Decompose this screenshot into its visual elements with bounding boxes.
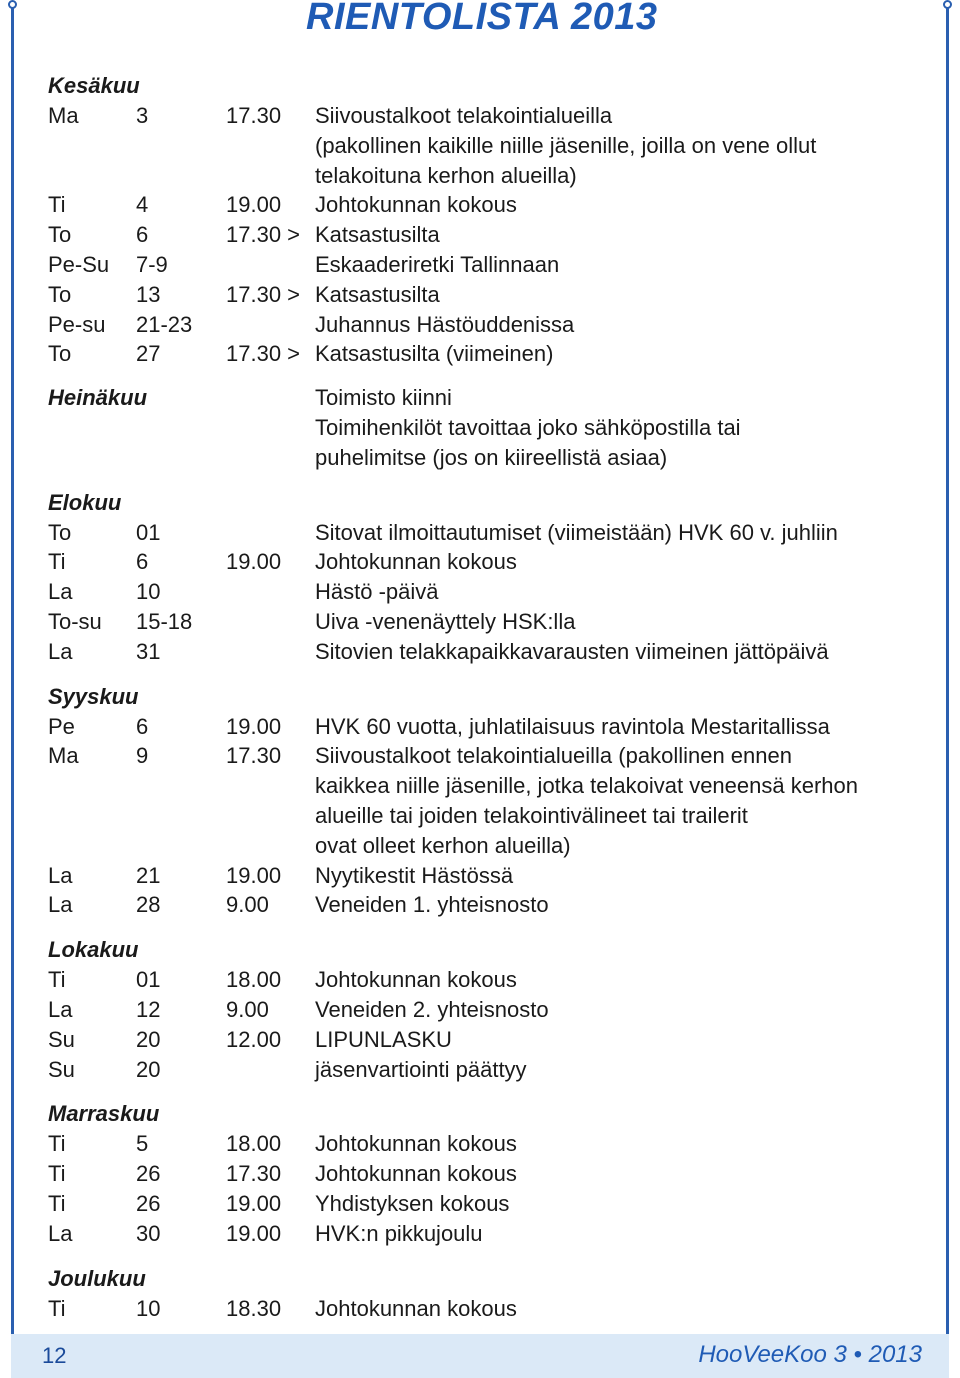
event-date: 21 [136, 862, 161, 888]
description-line: Toimihenkilöt tavoittaa joko sähköpostilla tai [315, 414, 741, 440]
description-line: Yhdistyksen kokous [315, 1190, 510, 1216]
event-description [315, 712, 928, 742]
event-time: 19.00 [226, 1190, 282, 1216]
event-day: Ti [48, 192, 66, 218]
event-time: 17.30 [226, 103, 282, 128]
description-line: Katsastusilta [315, 281, 440, 307]
description-line: Johtokunnan kokous [315, 192, 517, 218]
description-line: (pakollinen kaikille niille jäsenille, joilla on vene ollut [315, 132, 817, 158]
event-date: 26 [136, 1190, 161, 1216]
description-line: Juhannus Hästöuddenissa [315, 311, 575, 337]
event-day: To [48, 341, 72, 367]
event-rows [48, 101, 928, 369]
event-day: La [48, 892, 73, 918]
event-day: Ti [48, 1161, 66, 1187]
event-row [48, 101, 928, 190]
event-day: Pe-su [48, 311, 106, 337]
event-rows [48, 1294, 928, 1324]
section-lokakuu [48, 934, 928, 1084]
event-time: 18.30 [226, 1295, 282, 1321]
event-row [48, 1129, 928, 1159]
event-time: 17.30 > [226, 341, 301, 367]
event-day: To [48, 519, 72, 545]
event-date: 20 [136, 1056, 161, 1082]
page-title: RIENTOLISTA 2013 [306, 0, 658, 38]
event-time: 17.30 > [226, 281, 301, 307]
event-day: Su [48, 1026, 75, 1052]
description-line: Johtokunnan kokous [315, 1295, 517, 1321]
event-row [48, 1294, 928, 1324]
event-time: 12.00 [226, 1026, 282, 1052]
event-date: 20 [136, 1026, 161, 1052]
section-elokuu [48, 487, 928, 667]
event-row [48, 339, 928, 369]
event-row [48, 577, 928, 607]
frame-left-dot [8, 0, 17, 9]
event-rows [48, 965, 928, 1084]
frame-left-rule [11, 8, 14, 1377]
event-date: 27 [136, 341, 161, 367]
event-row [48, 310, 928, 340]
event-rows [48, 518, 928, 667]
event-date: 4 [136, 192, 149, 218]
description-line: alueille tai joiden telakointivälineet tai trailerit [315, 802, 748, 828]
event-day: La [48, 862, 73, 888]
event-row [48, 1219, 928, 1249]
event-row [48, 1055, 928, 1085]
event-row [48, 190, 928, 220]
description-line: Katsastusilta [315, 222, 440, 248]
event-rows [48, 1129, 928, 1248]
event-date: 01 [136, 967, 161, 993]
month-heading: Lokakuu [48, 937, 139, 963]
event-time: 19.00 [226, 549, 282, 575]
event-day: La [48, 996, 73, 1022]
event-row [48, 965, 928, 995]
event-row [48, 383, 928, 472]
event-date: 10 [136, 579, 161, 605]
description-line: Uiva -venenäyttely HSK:lla [315, 608, 576, 634]
event-row [48, 1189, 928, 1219]
event-day: Pe-Su [48, 251, 110, 277]
event-description [315, 250, 928, 280]
section-joulukuu [48, 1263, 928, 1324]
month-heading: Kesäkuu [48, 73, 140, 98]
event-date: 6 [136, 222, 149, 248]
event-description [315, 220, 928, 250]
event-day: Ma [48, 743, 79, 769]
event-description [315, 1219, 928, 1249]
event-time: 17.30 [226, 1161, 282, 1187]
event-description [315, 1129, 928, 1159]
month-heading: Syyskuu [48, 683, 139, 709]
event-date: 12 [136, 996, 161, 1022]
event-description [315, 310, 928, 340]
description-line: Veneiden 2. yhteisnosto [315, 996, 549, 1022]
event-description [315, 890, 928, 920]
event-row [48, 637, 928, 667]
event-day: To [48, 222, 72, 248]
event-row [48, 995, 928, 1025]
section-heinakuu [48, 383, 928, 472]
event-time: 17.30 [226, 743, 282, 769]
description-line: jäsenvartiointi päättyy [315, 1056, 527, 1082]
event-description [315, 637, 928, 667]
event-date: 10 [136, 1295, 161, 1321]
description-line: Johtokunnan kokous [315, 549, 517, 575]
frame-right-dot [943, 0, 952, 9]
event-row [48, 890, 928, 920]
event-day: La [48, 1220, 73, 1246]
event-row [48, 712, 928, 742]
event-list [48, 70, 928, 1323]
event-time [226, 577, 315, 607]
description-line: Katsastusilta (viimeinen) [315, 341, 554, 367]
event-row [48, 1025, 928, 1055]
event-time [226, 310, 315, 340]
section-marraskuu [48, 1098, 928, 1248]
description-line: Johtokunnan kokous [315, 1161, 517, 1187]
event-date: 6 [136, 549, 149, 575]
event-row [48, 1159, 928, 1189]
event-day: Ti [48, 1190, 66, 1216]
event-day: La [48, 638, 73, 664]
event-description [315, 995, 928, 1025]
month-heading: Elokuu [48, 489, 122, 515]
month-heading: Marraskuu [48, 1101, 160, 1127]
magazine-issue: HooVeeKoo 3 • 2013 [698, 1341, 922, 1368]
description-line: Sitovien telakkapaikkavarausten viimeinen jättöpäivä [315, 638, 829, 664]
event-row [48, 518, 928, 548]
event-description [315, 1159, 928, 1189]
description-line: Johtokunnan kokous [315, 967, 517, 993]
event-day: Su [48, 1056, 75, 1082]
event-row [48, 861, 928, 891]
frame-right-rule [946, 8, 949, 1377]
event-description [315, 383, 928, 472]
event-description [315, 280, 928, 310]
event-day: Ti [48, 549, 66, 575]
event-time: 19.00 [226, 862, 282, 888]
description-line: HVK 60 vuotta, juhlatilaisuus ravintola Mestaritallissa [315, 713, 830, 739]
section-syyskuu [48, 681, 928, 921]
event-time [226, 637, 315, 667]
event-description [315, 607, 928, 637]
description-line: ovat olleet kerhon alueilla) [315, 832, 571, 858]
event-time [226, 1055, 315, 1085]
event-date: 28 [136, 892, 161, 918]
event-day: Ti [48, 1295, 66, 1321]
event-row [48, 607, 928, 637]
event-day: Ti [48, 1131, 66, 1157]
event-date: 13 [136, 281, 161, 307]
event-date: 3 [136, 103, 149, 128]
event-time [226, 607, 315, 637]
event-description [315, 577, 928, 607]
description-line: Siivoustalkoot telakointialueilla [315, 103, 613, 128]
event-row [48, 547, 928, 577]
event-description [315, 1189, 928, 1219]
event-row [48, 220, 928, 250]
event-description [315, 101, 928, 190]
event-description [315, 1294, 928, 1324]
description-line: Hästö -päivä [315, 579, 439, 605]
event-description [315, 861, 928, 891]
event-rows [48, 712, 928, 921]
description-line: Nyytikestit Hästössä [315, 862, 514, 888]
event-date: 9 [136, 743, 149, 769]
event-date: 21-23 [136, 311, 193, 337]
event-description [315, 190, 928, 220]
description-line: telakoituna kerhon alueilla) [315, 162, 577, 188]
event-date: 5 [136, 1131, 149, 1157]
event-time: 19.00 [226, 1220, 282, 1246]
event-date: 7-9 [136, 251, 168, 277]
event-date: 15-18 [136, 608, 193, 634]
month-heading: Heinäkuu [48, 385, 148, 411]
event-time: 17.30 > [226, 222, 301, 248]
page-number: 12 [42, 1343, 67, 1368]
description-line: LIPUNLASKU [315, 1026, 452, 1052]
event-description [315, 741, 928, 860]
event-time: 18.00 [226, 1131, 282, 1157]
event-day: Ti [48, 967, 66, 993]
event-date: 26 [136, 1161, 161, 1187]
event-description [315, 518, 928, 548]
event-time [226, 250, 315, 280]
event-time [226, 518, 315, 548]
event-description [315, 1055, 928, 1085]
description-line: kaikkea niille jäsenille, jotka telakoivat veneensä kerhon [315, 773, 858, 799]
event-row [48, 741, 928, 860]
event-date: 6 [136, 713, 149, 739]
event-day: To [48, 281, 72, 307]
month-heading: Joulukuu [48, 1265, 146, 1291]
description-line: Johtokunnan kokous [315, 1131, 517, 1157]
event-time: 19.00 [226, 192, 282, 218]
section-kesakuu [48, 70, 928, 369]
event-day: La [48, 579, 73, 605]
event-description [315, 965, 928, 995]
event-date: 30 [136, 1220, 161, 1246]
event-description [315, 547, 928, 577]
event-day: To-su [48, 608, 102, 634]
event-date: 31 [136, 638, 161, 664]
event-date: 01 [136, 519, 161, 545]
description-line: Sitovat ilmoittautumiset (viimeistään) HVK 60 v. juhliin [315, 519, 838, 545]
description-line: Eskaaderiretki Tallinnaan [315, 251, 560, 277]
description-line: Veneiden 1. yhteisnosto [315, 892, 549, 918]
event-day: Ma [48, 103, 79, 128]
description-line: HVK:n pikkujoulu [315, 1220, 483, 1246]
event-time: 9.00 [226, 892, 269, 918]
description-line: Toimisto kiinni [315, 385, 452, 411]
event-time: 9.00 [226, 996, 269, 1022]
event-row [48, 280, 928, 310]
description-line: puhelimitse (jos on kiireellistä asiaa) [315, 444, 668, 470]
event-time: 18.00 [226, 967, 282, 993]
event-time: 19.00 [226, 713, 282, 739]
event-description [315, 339, 928, 369]
event-description [315, 1025, 928, 1055]
event-day: Pe [48, 713, 75, 739]
event-row [48, 250, 928, 280]
description-line: Siivoustalkoot telakointialueilla (pakollinen ennen [315, 743, 792, 769]
